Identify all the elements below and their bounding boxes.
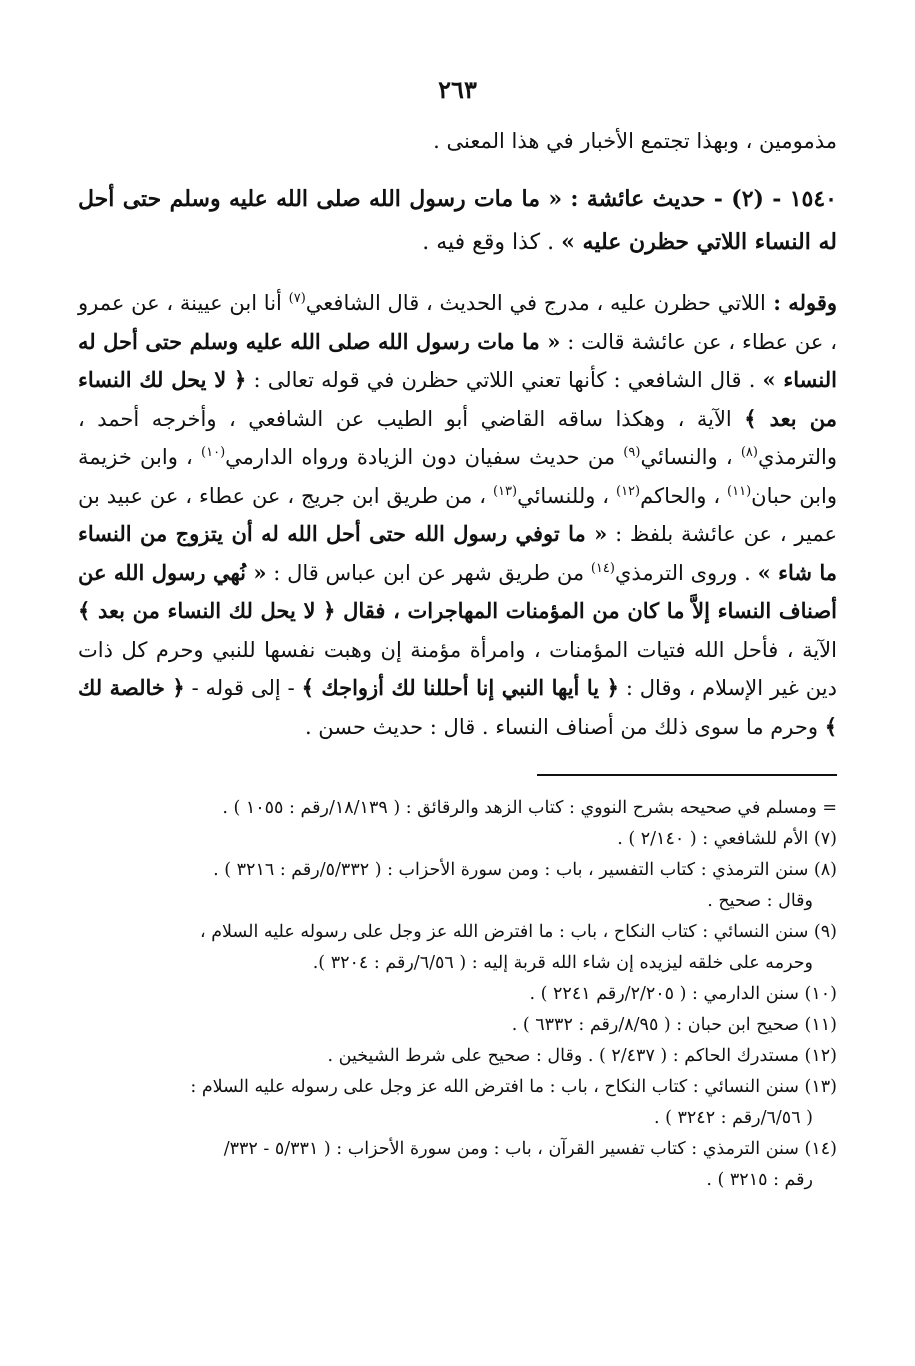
- footnote-8: (٨) سنن الترمذي : كتاب التفسير ، باب : ومن سورة الأحزاب : ( ٥/٣٣٢/رقم : ٣٢١٦ ) .: [213, 860, 837, 880]
- body-text: وحرم ما سوى ذلك من أصناف النساء . قال : حديث حسن .: [304, 714, 825, 739]
- body-text: ، وللنسائي: [517, 483, 616, 508]
- footnote-ref-7: (٧): [288, 291, 306, 306]
- footnote-12: (١٢) مستدرك الحاكم : ( ٢/٤٣٧ ) . وقال : صحيح على شرط الشيخين .: [327, 1046, 837, 1066]
- footnote-continued: = ومسلم في صحيحه بشرح النووي : كتاب الزهد والرقائق : ( ١٨/١٣٩/رقم : ١٠٥٥ ) .: [222, 798, 837, 818]
- body-text: ، والحاكم: [640, 483, 728, 508]
- body-text: . قال الشافعي : كأنها تعني اللاتي حظرن في قوله تعالى :: [246, 368, 763, 392]
- footnote-ref-11: (١١): [727, 483, 752, 499]
- footnote-11: (١١) صحيح ابن حبان : ( ٨/٩٥/رقم : ٦٣٣٢ ) .: [511, 1015, 837, 1035]
- footnote-13-cont: ( ٦/٥٦/رقم : ٣٢٤٢ ) .: [653, 1108, 813, 1128]
- footnote-ref-9: (٩): [623, 445, 641, 460]
- footnote-divider: [537, 774, 837, 776]
- hadith-entry: [78, 178, 837, 264]
- footnote-13: (١٣) سنن النسائي : كتاب النكاح ، باب : ما افترض الله عز وجل على رسوله عليه السلام :: [190, 1077, 837, 1097]
- footnote-9: (٩) سنن النسائي : كتاب النكاح ، باب : ما افترض الله عز وجل على رسوله عليه السلام ،: [200, 922, 837, 942]
- body-text: أنا ابن عيينة ، عن عمرو ، عن عطاء ، عن عائشة قالت :: [78, 291, 837, 354]
- quran-verse: ﴿ خالصة لك ﴾: [78, 675, 837, 739]
- body-text: اللاتي حظرن عليه ، مدرج في الحديث ، قال الشافعي: [305, 291, 766, 315]
- footnote-10: (١٠) سنن الدارمي : ( ٢/٢٠٥/رقم ٢٢٤١ ) .: [529, 984, 837, 1004]
- footnote-ref-10: (١٠): [201, 445, 226, 460]
- quran-verse: ﴿ يا أيها النبي إنا أحللنا لك أزواجك ﴾: [301, 675, 619, 700]
- quoted-hadith: « نُهي رسول الله عن أصناف النساء إلاَّ ما كان من المؤمنات المهاجرات ، فقال ﴿ لا يحل لك النساء من بعد ﴾: [78, 559, 837, 623]
- body-text: الآية ، فأحل الله فتيات المؤمنات ، وامرأة مؤمنة إن وهبت نفسها للنبي وحرم كل ذات دين غير الإسلام ، وقال :: [78, 637, 837, 700]
- qawluhu-label: وقوله :: [765, 290, 837, 315]
- body-text: من حديث سفيان دون الزيادة ورواه الدارمي: [225, 445, 624, 469]
- footnotes: [78, 794, 837, 1195]
- footnote-14-cont: رقم : ٣٢١٥ ) .: [706, 1170, 813, 1190]
- quran-verse: ﴿ لا يحل لك النساء من بعد ﴾: [78, 367, 837, 431]
- page-number: ٢٦٣: [438, 75, 477, 104]
- body-text: - إلى قوله -: [184, 676, 302, 700]
- body-text: الآية ، وهكذا ساقه القاضي أبو الطيب عن الشافعي ، وأخرجه أحمد ، والترمذي: [78, 406, 837, 469]
- footnote-8-cont: وقال : صحيح .: [707, 891, 813, 911]
- intro-line: مذمومين ، وبهذا تجتمع الأخبار في هذا المعنى .: [433, 129, 837, 153]
- footnote-ref-12: (١٢): [615, 483, 641, 499]
- body-text: ، من طريق ابن جريج ، عن عطاء ، عن عبيد بن عمير ، عن عائشة بلفظ :: [78, 483, 837, 546]
- entry-tail: . كذا وقع فيه .: [422, 230, 562, 255]
- body-text: ، وابن خزيمة وابن حبان: [78, 445, 837, 508]
- footnote-7: (٧) الأم للشافعي : ( ٢/١٤٠ ) .: [617, 829, 837, 849]
- quoted-hadith: « ما مات رسول الله صلى الله عليه وسلم حتى أحل له النساء »: [78, 328, 837, 392]
- quoted-hadith: « ما توفي رسول الله حتى أحل الله له أن يتزوج من النساء ما شاء »: [78, 521, 837, 585]
- body-text: من طريق شهر عن ابن عباس قال :: [266, 560, 591, 585]
- footnote-ref-13: (١٣): [492, 483, 518, 499]
- body-text: ، والنسائي: [640, 445, 741, 469]
- footnote-ref-14: (١٤): [590, 560, 615, 576]
- footnote-9-cont: وحرمه على خلقه ليزيده إن شاء الله قربة إليه : ( ٦/٥٦/رقم : ٣٢٠٤ ).: [312, 953, 813, 973]
- footnote-14: (١٤) سنن الترمذي : كتاب تفسير القرآن ، باب : ومن سورة الأحزاب : ( ٥/٣٣١ - ٣٣٢/: [223, 1139, 837, 1159]
- footnote-ref-8: (٨): [740, 445, 758, 460]
- body-text: . وروى الترمذي: [614, 560, 758, 585]
- commentary-paragraph: [78, 284, 837, 746]
- entry-heading: ١٥٤٠ - (٢) - حديث عائشة : « ما مات رسول الله صلى الله عليه وسلم حتى أحل له النساء اللاتي حظرن عليه »: [78, 186, 837, 255]
